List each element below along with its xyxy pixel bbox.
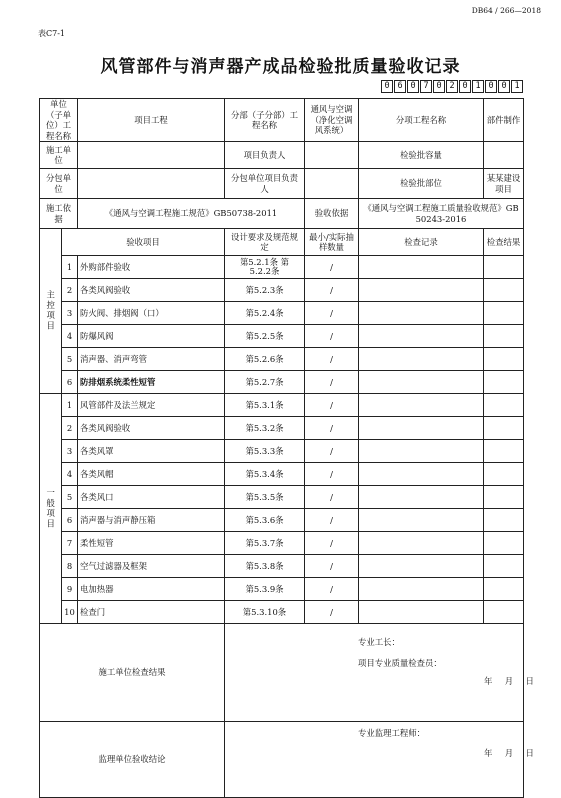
supervisor-date: 年 月 日 — [484, 748, 536, 758]
item-record[interactable] — [359, 394, 484, 417]
code-digit: 7 — [420, 80, 432, 93]
item-sample[interactable]: / — [305, 348, 359, 371]
code-digit: 0 — [498, 80, 510, 93]
item-sample[interactable]: / — [305, 555, 359, 578]
code-digit: 1 — [511, 80, 523, 93]
item-number: 4 — [62, 325, 78, 348]
page-title: 风管部件与消声器产成品检验批质量验收记录 — [100, 57, 461, 77]
item-spec: 第5.3.3条 — [225, 440, 305, 463]
item-name: 空气过滤器及框架 — [78, 555, 225, 578]
item-record[interactable] — [359, 348, 484, 371]
item-record[interactable] — [359, 325, 484, 348]
subcontractor-value[interactable] — [78, 169, 225, 199]
item-name: 检查门 — [78, 601, 225, 624]
code-digit: 1 — [472, 80, 484, 93]
item-sample[interactable]: / — [305, 532, 359, 555]
col-record-header: 检查记录 — [359, 229, 484, 256]
item-spec: 第5.3.2条 — [225, 417, 305, 440]
lot-location-value[interactable]: 某某建设项目 — [484, 169, 524, 199]
item-sample[interactable]: / — [305, 440, 359, 463]
item-name: 防爆风阀 — [78, 325, 225, 348]
item-spec: 第5.3.4条 — [225, 463, 305, 486]
item-result[interactable] — [484, 394, 524, 417]
general-items-label: 一般项目 — [40, 394, 62, 624]
acceptance-basis-label: 验收依据 — [305, 199, 359, 229]
lot-code-boxes — [380, 80, 523, 93]
item-record[interactable] — [359, 486, 484, 509]
foreman-label: 专业工长： — [358, 637, 400, 647]
item-sample[interactable]: / — [305, 463, 359, 486]
supervisor-result-label — [40, 722, 225, 798]
item-number: 6 — [62, 509, 78, 532]
contractor-label: 施工单位 — [40, 142, 78, 169]
code-digit: 0 — [459, 80, 471, 93]
lot-capacity-label: 检验批容量 — [359, 142, 484, 169]
col-item-header: 验收项目 — [62, 229, 225, 256]
item-record[interactable] — [359, 578, 484, 601]
item-name: 各类风口 — [78, 486, 225, 509]
item-number: 5 — [62, 348, 78, 371]
project-manager-label: 项目负责人 — [225, 142, 305, 169]
subdivision-label: 分部（子分部）工程名称 — [225, 99, 305, 142]
contractor-date: 年 月 日 — [484, 676, 536, 686]
item-name: 各类风阀验收 — [78, 279, 225, 302]
standard-code: DB64 / 266—2018 — [471, 6, 541, 15]
item-number: 2 — [62, 417, 78, 440]
sub-project-manager-value[interactable] — [305, 169, 359, 199]
item-record[interactable] — [359, 279, 484, 302]
item-name: 防火阀、排烟阀（口） — [78, 302, 225, 325]
acceptance-basis-value[interactable]: 《通风与空调工程施工质量验收规范》GB 50243-2016 — [359, 199, 524, 229]
item-name: 消声器、消声弯管 — [78, 348, 225, 371]
item-name: 柔性短管 — [78, 532, 225, 555]
item-sample[interactable]: / — [305, 486, 359, 509]
item-name: 各类风帽 — [78, 463, 225, 486]
unit-label: 单位（子单位）工程名称 — [40, 99, 78, 142]
subdivision-value[interactable]: 通风与空调（净化空调风系统） — [305, 99, 359, 142]
item-name: 风管部件及法兰规定 — [78, 394, 225, 417]
item-result[interactable] — [484, 532, 524, 555]
item-number: 1 — [62, 394, 78, 417]
sub-project-manager-label: 分包单位项目负责人 — [225, 169, 305, 199]
item-result[interactable] — [484, 463, 524, 486]
project-manager-value[interactable] — [305, 142, 359, 169]
unit-value[interactable]: 项目工程 — [78, 99, 225, 142]
form-number: 表C7-1 — [38, 29, 66, 38]
item-record[interactable] — [359, 256, 484, 279]
item-result[interactable] — [484, 256, 524, 279]
basis-value[interactable]: 《通风与空调工程施工规范》GB50738-2011 — [78, 199, 305, 229]
lot-location-label: 检验批部位 — [359, 169, 484, 199]
item-number: 3 — [62, 302, 78, 325]
main-control-label: 主控项目 — [40, 229, 62, 394]
item-sample[interactable]: / — [305, 601, 359, 624]
subitem-label: 分项工程名称 — [359, 99, 484, 142]
contractor-value[interactable] — [78, 142, 225, 169]
item-spec: 第5.2.5条 — [225, 325, 305, 348]
item-name: 各类风阀验收 — [78, 417, 225, 440]
item-result[interactable] — [484, 509, 524, 532]
item-record[interactable] — [359, 463, 484, 486]
item-number: 8 — [62, 555, 78, 578]
item-result[interactable] — [484, 486, 524, 509]
code-digit: 0 — [485, 80, 497, 93]
supervisor-engineer-label: 专业监理工程师： — [358, 728, 425, 738]
item-number: 10 — [62, 601, 78, 624]
item-spec: 第5.3.1条 — [225, 394, 305, 417]
qc-inspector-label: 项目专业质量检查员： — [358, 658, 442, 668]
code-digit: 0 — [407, 80, 419, 93]
code-digit: 0 — [433, 80, 445, 93]
item-sample[interactable]: / — [305, 256, 359, 279]
contractor-result-label — [40, 624, 225, 722]
item-number: 5 — [62, 486, 78, 509]
item-record[interactable] — [359, 417, 484, 440]
item-spec: 第5.3.10条 — [225, 601, 305, 624]
item-record[interactable] — [359, 601, 484, 624]
item-result[interactable] — [484, 371, 524, 394]
item-sample[interactable]: / — [305, 578, 359, 601]
item-result[interactable] — [484, 417, 524, 440]
item-result[interactable] — [484, 440, 524, 463]
item-spec: 第5.3.6条 — [225, 509, 305, 532]
item-sample[interactable]: / — [305, 325, 359, 348]
item-spec: 第5.3.7条 — [225, 532, 305, 555]
contractor-result-label-text: 施工单位检查结果 — [98, 667, 166, 678]
supervisor-result-label-text: 监理单位验收结论 — [98, 754, 166, 765]
col-spec-header: 设计要求及规范规定 — [225, 229, 305, 256]
inspection-record-table — [39, 98, 524, 798]
item-spec: 第5.2.3条 — [225, 279, 305, 302]
item-sample[interactable]: / — [305, 279, 359, 302]
item-name: 消声器与消声静压箱 — [78, 509, 225, 532]
item-name: 防排烟系统柔性短管 — [78, 371, 225, 394]
item-spec: 第5.3.9条 — [225, 578, 305, 601]
item-sample[interactable]: / — [305, 417, 359, 440]
item-result[interactable] — [484, 348, 524, 371]
item-number: 3 — [62, 440, 78, 463]
item-result[interactable] — [484, 302, 524, 325]
item-spec: 第5.2.4条 — [225, 302, 305, 325]
basis-label: 施工依据 — [40, 199, 78, 229]
item-result[interactable] — [484, 279, 524, 302]
item-number: 7 — [62, 532, 78, 555]
item-record[interactable] — [359, 555, 484, 578]
item-result[interactable] — [484, 578, 524, 601]
item-spec: 第5.3.5条 — [225, 486, 305, 509]
col-result-header: 检查结果 — [484, 229, 524, 256]
item-name: 各类风罩 — [78, 440, 225, 463]
item-record[interactable] — [359, 509, 484, 532]
item-spec: 第5.2.1条 第5.2.2条 — [225, 256, 305, 279]
code-digit: 6 — [394, 80, 406, 93]
item-number: 2 — [62, 279, 78, 302]
subcontractor-label: 分包单位 — [40, 169, 78, 199]
item-result[interactable] — [484, 325, 524, 348]
item-name: 电加热器 — [78, 578, 225, 601]
item-record[interactable] — [359, 371, 484, 394]
lot-capacity-value[interactable] — [484, 142, 524, 169]
item-record[interactable] — [359, 532, 484, 555]
item-number: 1 — [62, 256, 78, 279]
item-result[interactable] — [484, 555, 524, 578]
item-spec: 第5.2.6条 — [225, 348, 305, 371]
item-sample[interactable]: / — [305, 371, 359, 394]
item-number: 6 — [62, 371, 78, 394]
item-name: 外购部件验收 — [78, 256, 225, 279]
item-record[interactable] — [359, 440, 484, 463]
code-digit: 0 — [381, 80, 393, 93]
item-spec: 第5.3.8条 — [225, 555, 305, 578]
item-result[interactable] — [484, 601, 524, 624]
item-sample[interactable]: / — [305, 302, 359, 325]
item-sample[interactable]: / — [305, 509, 359, 532]
item-number: 4 — [62, 463, 78, 486]
item-spec: 第5.2.7条 — [225, 371, 305, 394]
col-sample-header: 最小/实际抽样数量 — [305, 229, 359, 256]
item-sample[interactable]: / — [305, 394, 359, 417]
item-record[interactable] — [359, 302, 484, 325]
code-digit: 2 — [446, 80, 458, 93]
item-number: 9 — [62, 578, 78, 601]
subitem-value[interactable]: 部件制作 — [484, 99, 524, 142]
